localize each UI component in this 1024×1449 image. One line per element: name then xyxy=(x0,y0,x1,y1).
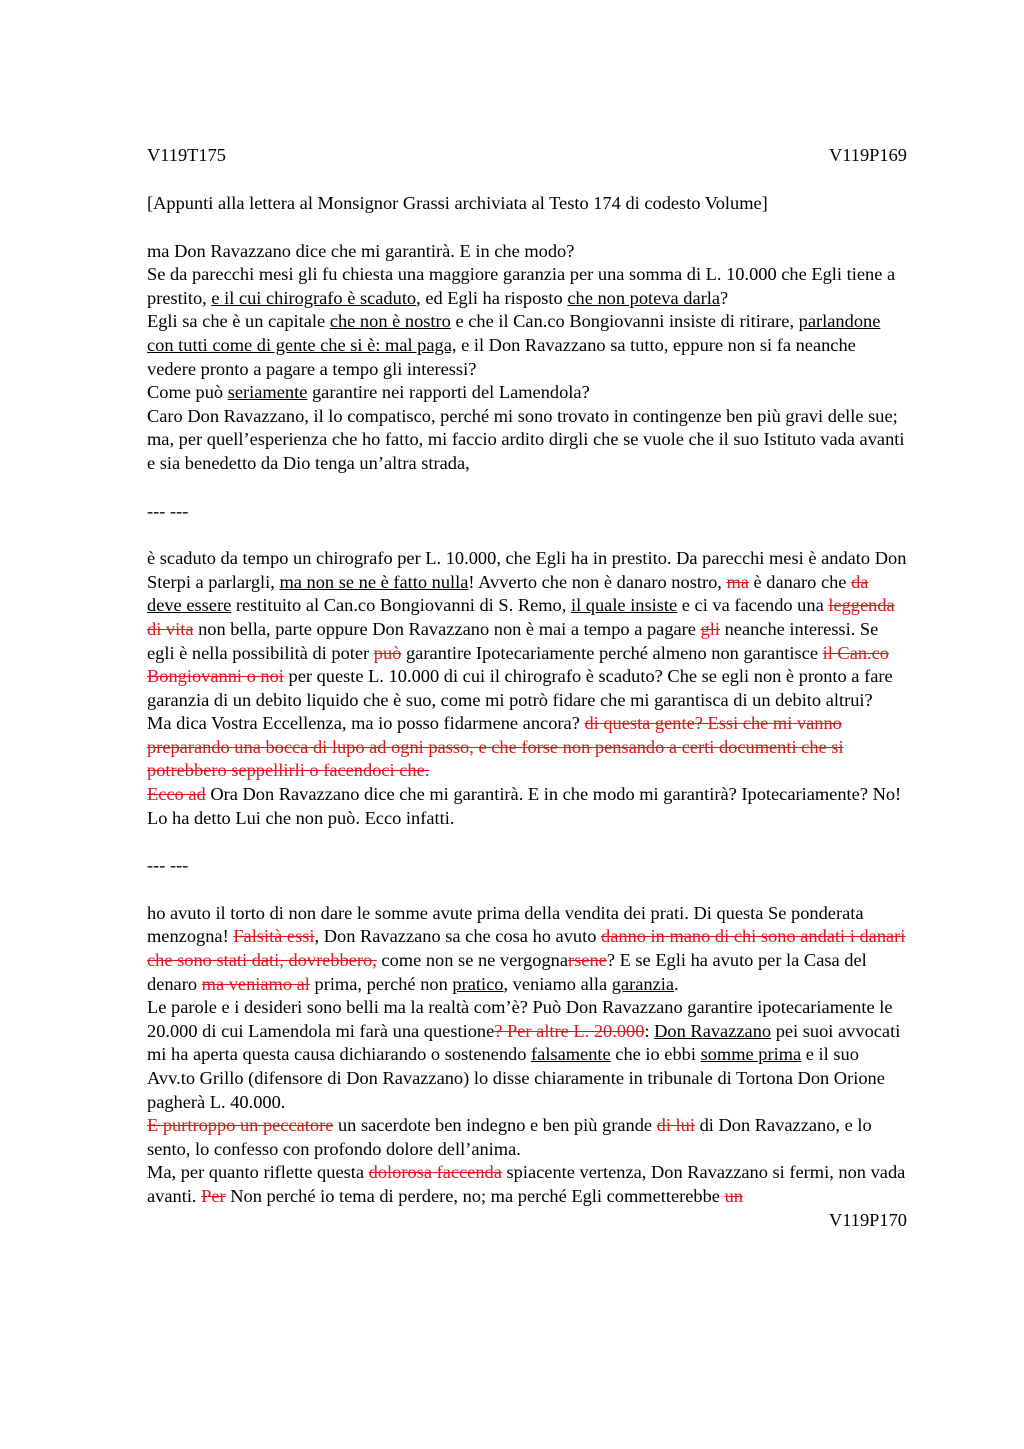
s3-paragraph-4 xyxy=(147,1161,907,1208)
deleted-text: danno in mano di chi sono andati i danari che sono stati dati, dovrebbero, xyxy=(147,926,906,971)
text-run: garantire Ipotecariamente perché almeno non garantisce xyxy=(401,642,823,663)
separator-2: --- --- xyxy=(147,855,189,876)
deleted-text: da xyxy=(851,571,869,592)
text-run: Ora Don Ravazzano dice che mi garantirà. E in che modo mi garantirà? Ipotecariamente? No! Lo ha detto Lui che non può. Ecco infatti. xyxy=(147,784,902,828)
text-run: . xyxy=(674,973,679,994)
underlined-text: falsamente xyxy=(531,1044,611,1065)
deleted-text: rsene xyxy=(568,950,607,971)
text-run: che io ebbi xyxy=(610,1044,701,1065)
editor-note: [Appunti alla lettera al Monsignor Grassi archiviata al Testo 174 di codesto Volume] xyxy=(147,193,768,213)
underlined-text: pratico xyxy=(452,973,504,994)
s1-paragraph-4 xyxy=(147,381,907,405)
text-run: spiacente vertenza, Don Ravazzano si fermi, non vada avanti. xyxy=(147,1162,906,1206)
s3-paragraph-1 xyxy=(147,902,907,996)
deleted-text: un xyxy=(724,1185,743,1206)
deleted-text: Per xyxy=(201,1185,226,1206)
text-run: Se da parecchi mesi gli fu chiesta una maggiore garanzia per una somma di L. 10.000 che Egli tiene a prestito, xyxy=(147,264,896,308)
deleted-text: leggenda di vita xyxy=(147,595,895,639)
deleted-text: ? Per altre L. 20.000 xyxy=(494,1020,645,1041)
header-right-code: V119P169 xyxy=(829,145,907,165)
text-run: restituito al Can.co Bongiovanni di S. Remo, xyxy=(231,595,571,616)
text-run: : xyxy=(644,1020,655,1041)
text-run: di Don Ravazzano, e lo sento, lo confesso con profondo dolore dell’anima. xyxy=(147,1115,872,1159)
underlined-text: che non è nostro xyxy=(329,311,451,332)
document-page xyxy=(147,144,907,1232)
underlined-text: deve essere xyxy=(147,595,232,616)
underlined-text: seriamente xyxy=(227,382,308,403)
text-run: pei suoi avvocati mi ha aperta questa causa dichiarando o sostenendo xyxy=(147,1020,901,1065)
header xyxy=(147,144,907,168)
text-run: ho avuto il torto di non dare le somme avute prima della vendita dei prati. Di questa Se ponderata menzogna! xyxy=(147,902,864,947)
deleted-text: E purtroppo un peccatore xyxy=(147,1115,334,1136)
text-run: ? xyxy=(720,287,729,308)
text-run: per queste L. 10.000 di cui il chirografo è scaduto? Che se egli non è pronto a fare garanzia di un debito liquido che è suo, come mi potrò fidare che mi garantisca di un debito altrui? xyxy=(147,666,893,710)
text-run: Le parole e i desideri sono belli ma la realtà com’è? Può Don Ravazzano garantire ipotecariamente le 20.000 di cui Lamendola mi farà una questione xyxy=(147,997,893,1041)
text-run: e il suo Avv.to Grillo (difensore di Don Ravazzano) lo disse chiaramente in tribunale di Tortona Don Orione pagherà L. 40.000. xyxy=(147,1044,885,1112)
deleted-text: gli xyxy=(700,618,720,639)
text-run: è scaduto da tempo un chirografo per L. 10.000, che Egli ha in prestito. Da parecchi mesi è andato Don Sterpi a parlargli, xyxy=(147,548,907,592)
text-run: come non se ne vergogna xyxy=(376,950,568,971)
text-run: e il Don Ravazzano sa tutto, eppure non si fa neanche vedere pronto a pagare a tempo gli interessi? xyxy=(147,334,856,379)
underlined-text: garanzia xyxy=(611,973,674,994)
s2-paragraph-2 xyxy=(147,712,907,783)
text-run: un sacerdote ben indegno e ben più grande xyxy=(333,1115,657,1136)
text-run: Come può xyxy=(147,382,228,403)
underlined-text: il quale insiste xyxy=(570,595,678,616)
s3-paragraph-3 xyxy=(147,1114,907,1161)
s1-line1: ma Don Ravazzano dice che mi garantirà. E in che modo? xyxy=(147,240,575,261)
underlined-text: somme prima xyxy=(700,1044,802,1065)
s2-paragraph-1 xyxy=(147,547,907,712)
text-run: Ma dica Vostra Eccellenza, ma io posso fidarmene ancora? xyxy=(147,713,585,734)
text-run: Caro Don Ravazzano, il lo compatisco, perché mi sono trovato in contingenze ben più gravi delle sue; ma, per quell’esperienza che ho fatto, mi faccio ardito dirgli che se vuole che il suo Istituto vada avanti e sia benedetto da Dio tenga un’altra strada, xyxy=(147,405,905,473)
deleted-text: il Can.co Bongiovanni o noi xyxy=(147,642,890,687)
text-run: e ci va facendo una xyxy=(677,595,829,616)
text-run: , veniamo alla xyxy=(503,973,612,994)
text-run: Non perché io tema di perdere, no; ma perché Egli commetterebbe xyxy=(225,1185,725,1206)
s1-paragraph-2 xyxy=(147,263,907,310)
underlined-text: Don Ravazzano xyxy=(654,1020,772,1041)
deleted-text: può xyxy=(373,642,402,663)
s1-paragraph-3 xyxy=(147,310,907,381)
text-run: ! Avverto che non è danaro nostro, xyxy=(468,571,727,592)
deleted-text: ma xyxy=(726,571,749,592)
deleted-text: di lui xyxy=(656,1115,695,1136)
text-run: prima, perché non xyxy=(309,973,453,994)
text-run: , ed Egli ha risposto xyxy=(416,287,568,308)
deleted-text: di questa gente? Essi che mi vanno preparando una bocca di lupo ad ogni passo, e che forse non pensando a certi documenti che si potrebbero seppellirli o facendoci che. xyxy=(147,713,844,781)
text-run: garantire nei rapporti del Lamendola? xyxy=(307,382,590,403)
text-run: non bella, parte oppure Don Ravazzano non è mai a tempo a pagare xyxy=(193,618,701,639)
s1-paragraph-5 xyxy=(147,405,907,476)
footer-page-code: V119P170 xyxy=(829,1209,907,1230)
underlined-text: e il cui chirografo è scaduto xyxy=(211,287,417,308)
header-left-code: V119T175 xyxy=(147,145,227,165)
underlined-text: che non poteva darla xyxy=(567,287,721,308)
s3-paragraph-2 xyxy=(147,996,907,1114)
underlined-text: parlandone con tutti come di gente che si è: mal paga, xyxy=(147,311,881,355)
text-run: Ma, per quanto riflette questa xyxy=(147,1162,369,1183)
text-run: , Don Ravazzano sa che cosa ho avuto xyxy=(314,926,602,947)
deleted-text: ma veniamo al xyxy=(201,973,310,994)
text-run: e che il Can.co Bongiovanni insiste di ritirare, xyxy=(450,311,799,332)
deleted-text: Falsità essi xyxy=(233,926,315,947)
text-run: neanche interessi. Se egli è nella possibilità di poter xyxy=(147,618,879,663)
text-run: è danaro che xyxy=(748,571,852,592)
separator-1: --- --- xyxy=(147,500,189,521)
s2-paragraph-3 xyxy=(147,783,907,830)
text-run: ? E se Egli ha avuto per la Casa del denaro xyxy=(147,950,867,994)
text-run: Egli sa che è un capitale xyxy=(147,311,330,332)
deleted-text: Ecco ad xyxy=(147,784,206,805)
deleted-text: dolorosa faccenda xyxy=(368,1162,502,1183)
underlined-text: ma non se ne è fatto nulla xyxy=(279,571,469,592)
